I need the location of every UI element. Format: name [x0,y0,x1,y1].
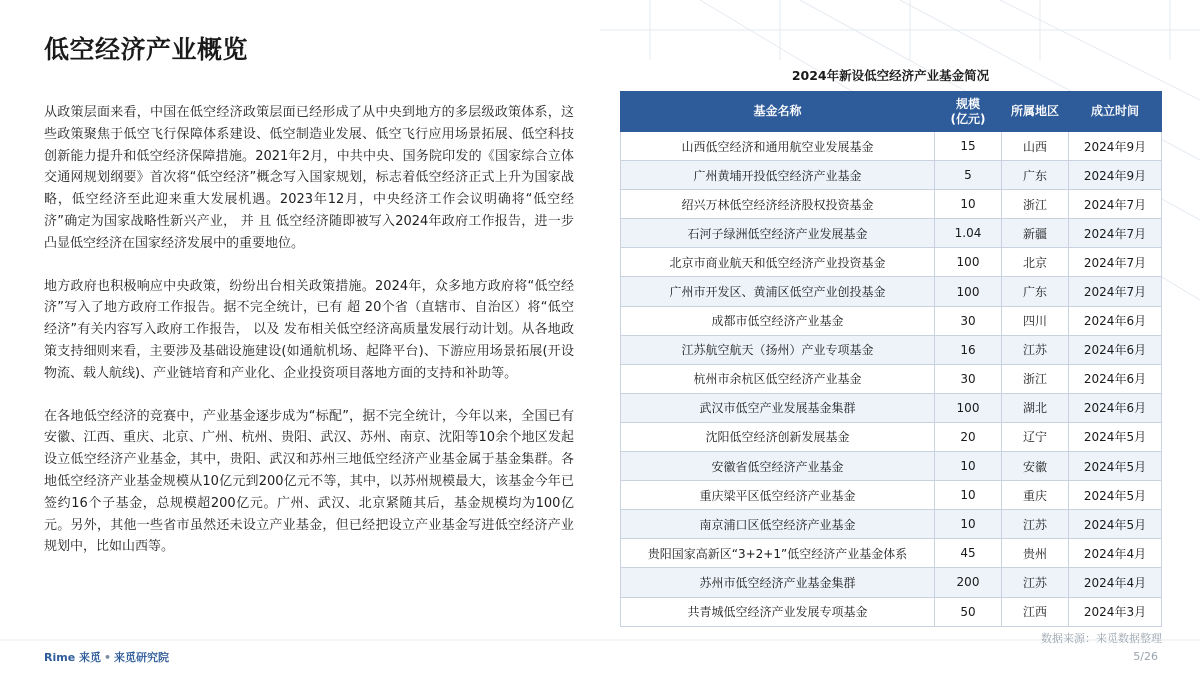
cell-scale: 5 [935,161,1002,190]
cell-region: 广东 [1002,161,1069,190]
cell-date: 2024年9月 [1069,132,1162,161]
table-row [621,452,1162,481]
cell-fund-name: 武汉市低空产业发展基金集群 [621,393,935,422]
table-row [621,219,1162,248]
page-number: 5/26 [1133,650,1158,663]
page-title: 低空经济产业概览 [44,35,249,64]
table-row [621,248,1162,277]
table-row [621,190,1162,219]
cell-region: 新疆 [1002,219,1069,248]
cell-fund-name: 重庆梁平区低空经济产业基金 [621,481,935,510]
cell-region: 山西 [1002,132,1069,161]
fund-table [620,91,1162,627]
cell-date: 2024年5月 [1069,452,1162,481]
cell-region: 北京 [1002,248,1069,277]
cell-fund-name: 安徽省低空经济产业基金 [621,452,935,481]
cell-fund-name: 杭州市余杭区低空经济产业基金 [621,364,935,393]
cell-fund-name: 石河子绿洲低空经济产业发展基金 [621,219,935,248]
cell-region: 四川 [1002,306,1069,335]
cell-scale: 200 [935,568,1002,597]
cell-date: 2024年7月 [1069,248,1162,277]
cell-fund-name: 北京市商业航天和低空经济产业投资基金 [621,248,935,277]
cell-region: 辽宁 [1002,422,1069,451]
cell-date: 2024年7月 [1069,219,1162,248]
cell-date: 2024年7月 [1069,190,1162,219]
cell-scale: 10 [935,190,1002,219]
table-row [621,393,1162,422]
cell-date: 2024年6月 [1069,335,1162,364]
table-row [621,306,1162,335]
cell-region: 安徽 [1002,452,1069,481]
header-fund-name: 基金名称 [621,92,935,132]
brand-separator: • [104,651,112,664]
cell-region: 重庆 [1002,481,1069,510]
table-row [621,539,1162,568]
cell-date: 2024年5月 [1069,510,1162,539]
cell-scale: 20 [935,422,1002,451]
cell-date: 2024年5月 [1069,422,1162,451]
cell-region: 湖北 [1002,393,1069,422]
cell-fund-name: 成都市低空经济产业基金 [621,306,935,335]
paragraph-local-government: 地方政府也积极响应中央政策，纷纷出台相关政策措施。2024年，众多地方政府将“低空经济”写入了地方政府工作报告。据不完全统计，已有 超 20个省（直辖市、自治区）将“低空经济”有关内容写入政府工作报告， 以及 发布相关低空经济高质量发展行动计划。从各地政策支持细则来看，主要涉及基础设施建设(如通航机场、起降平台)、下游应用场景拓展(开设物流、载人航线)、产业链培育和产业化、企业投资项目落地方面的支持和补助等。 [44,278,574,381]
table-row [621,422,1162,451]
cell-region: 江苏 [1002,568,1069,597]
table-row [621,568,1162,597]
table-row [621,597,1162,626]
cell-scale: 100 [935,248,1002,277]
cell-scale: 30 [935,364,1002,393]
cell-fund-name: 山西低空经济和通用航空业发展基金 [621,132,935,161]
table-row [621,510,1162,539]
cell-scale: 10 [935,481,1002,510]
table-caption: 2024年新设低空经济产业基金简况 [791,68,990,83]
cell-region: 江西 [1002,597,1069,626]
header-scale-line2: (亿元) [950,111,986,126]
institute-name: 来觅研究院 [114,651,170,664]
cell-fund-name: 南京浦口区低空经济产业基金 [621,510,935,539]
cell-fund-name: 江苏航空航天（扬州）产业专项基金 [621,335,935,364]
cell-date: 2024年3月 [1069,597,1162,626]
cell-fund-name: 广州黄埔开投低空经济产业基金 [621,161,935,190]
table-row [621,481,1162,510]
cell-fund-name: 共青城低空经济产业发展专项基金 [621,597,935,626]
cell-date: 2024年4月 [1069,539,1162,568]
cell-region: 江苏 [1002,335,1069,364]
cell-fund-name: 贵阳国家高新区“3+2+1”低空经济产业基金体系 [621,539,935,568]
cell-region: 广东 [1002,277,1069,306]
footer-brand-logo [44,649,169,665]
brand-name: Rime 来觅 [44,651,101,664]
body-text [44,102,574,579]
cell-scale: 10 [935,510,1002,539]
cell-scale: 100 [935,393,1002,422]
header-region: 所属地区 [1002,92,1069,132]
cell-date: 2024年6月 [1069,364,1162,393]
cell-date: 2024年6月 [1069,306,1162,335]
cell-fund-name: 沈阳低空经济创新发展基金 [621,422,935,451]
header-scale-line1: 规模 [955,96,980,111]
cell-date: 2024年9月 [1069,161,1162,190]
cell-scale: 45 [935,539,1002,568]
cell-scale: 1.04 [935,219,1002,248]
cell-date: 2024年4月 [1069,568,1162,597]
cell-scale: 10 [935,452,1002,481]
cell-region: 浙江 [1002,190,1069,219]
cell-date: 2024年5月 [1069,481,1162,510]
cell-scale: 16 [935,335,1002,364]
table-row [621,277,1162,306]
cell-date: 2024年7月 [1069,277,1162,306]
table-row [621,335,1162,364]
table-row [621,161,1162,190]
data-source-note: 数据来源：来觅数据整理 [1041,632,1162,645]
paragraph-policy: 从政策层面来看，中国在低空经济政策层面已经形成了从中央到地方的多层级政策体系，这些政策聚焦于低空飞行保障体系建设、低空制造业发展、低空飞行应用场景拓展、低空科技创新能力提升和低空经济保障措施。2021年2月，中共中央、国务院印发的《国家综合立体交通网规划纲要》首次将“低空经济”概念写入国家规划，标志着低空经济正式上升为国家战略，低空经济至此迎来重大发展机遇。2023年12月，中央经济工作会议明确将“低空经济”确定为国家战略性新兴产业， 并 且 低空经济随即被写入2024年政府工作报告，进一步凸显低空经济在国家经济发展中的重要地位。 [44,105,574,251]
cell-scale: 100 [935,277,1002,306]
cell-scale: 15 [935,132,1002,161]
cell-date: 2024年6月 [1069,393,1162,422]
table-row [621,132,1162,161]
header-date: 成立时间 [1069,92,1162,132]
cell-region: 浙江 [1002,364,1069,393]
cell-fund-name: 广州市开发区、黄浦区低空产业创投基金 [621,277,935,306]
table-header-row [621,92,1162,132]
table-row [621,364,1162,393]
cell-region: 贵州 [1002,539,1069,568]
cell-region: 江苏 [1002,510,1069,539]
cell-fund-name: 苏州市低空经济产业基金集群 [621,568,935,597]
paragraph-industry-funds: 在各地低空经济的竞赛中，产业基金逐步成为“标配”，据不完全统计，今年以来，全国已有安徽、江西、重庆、北京、广州、杭州、贵阳、武汉、苏州、南京、沈阳等10余个地区发起设立低空经济产业基金，其中，贵阳、武汉和苏州三地低空经济产业基金属于基金集群。各地低空经济产业基金规模从10亿元到200亿元不等，其中，以苏州规模最大，该基金今年已签约16个子基金，总规模超200亿元。广州、武汉、北京紧随其后，基金规模均为100亿元。另外，其他一些省市虽然还未设立产业基金，但已经把设立产业基金写进低空经济产业规划中，比如山西等。 [44,408,574,555]
cell-scale: 30 [935,306,1002,335]
cell-fund-name: 绍兴万林低空经济经济股权投资基金 [621,190,935,219]
cell-scale: 50 [935,597,1002,626]
header-scale [935,92,1002,132]
